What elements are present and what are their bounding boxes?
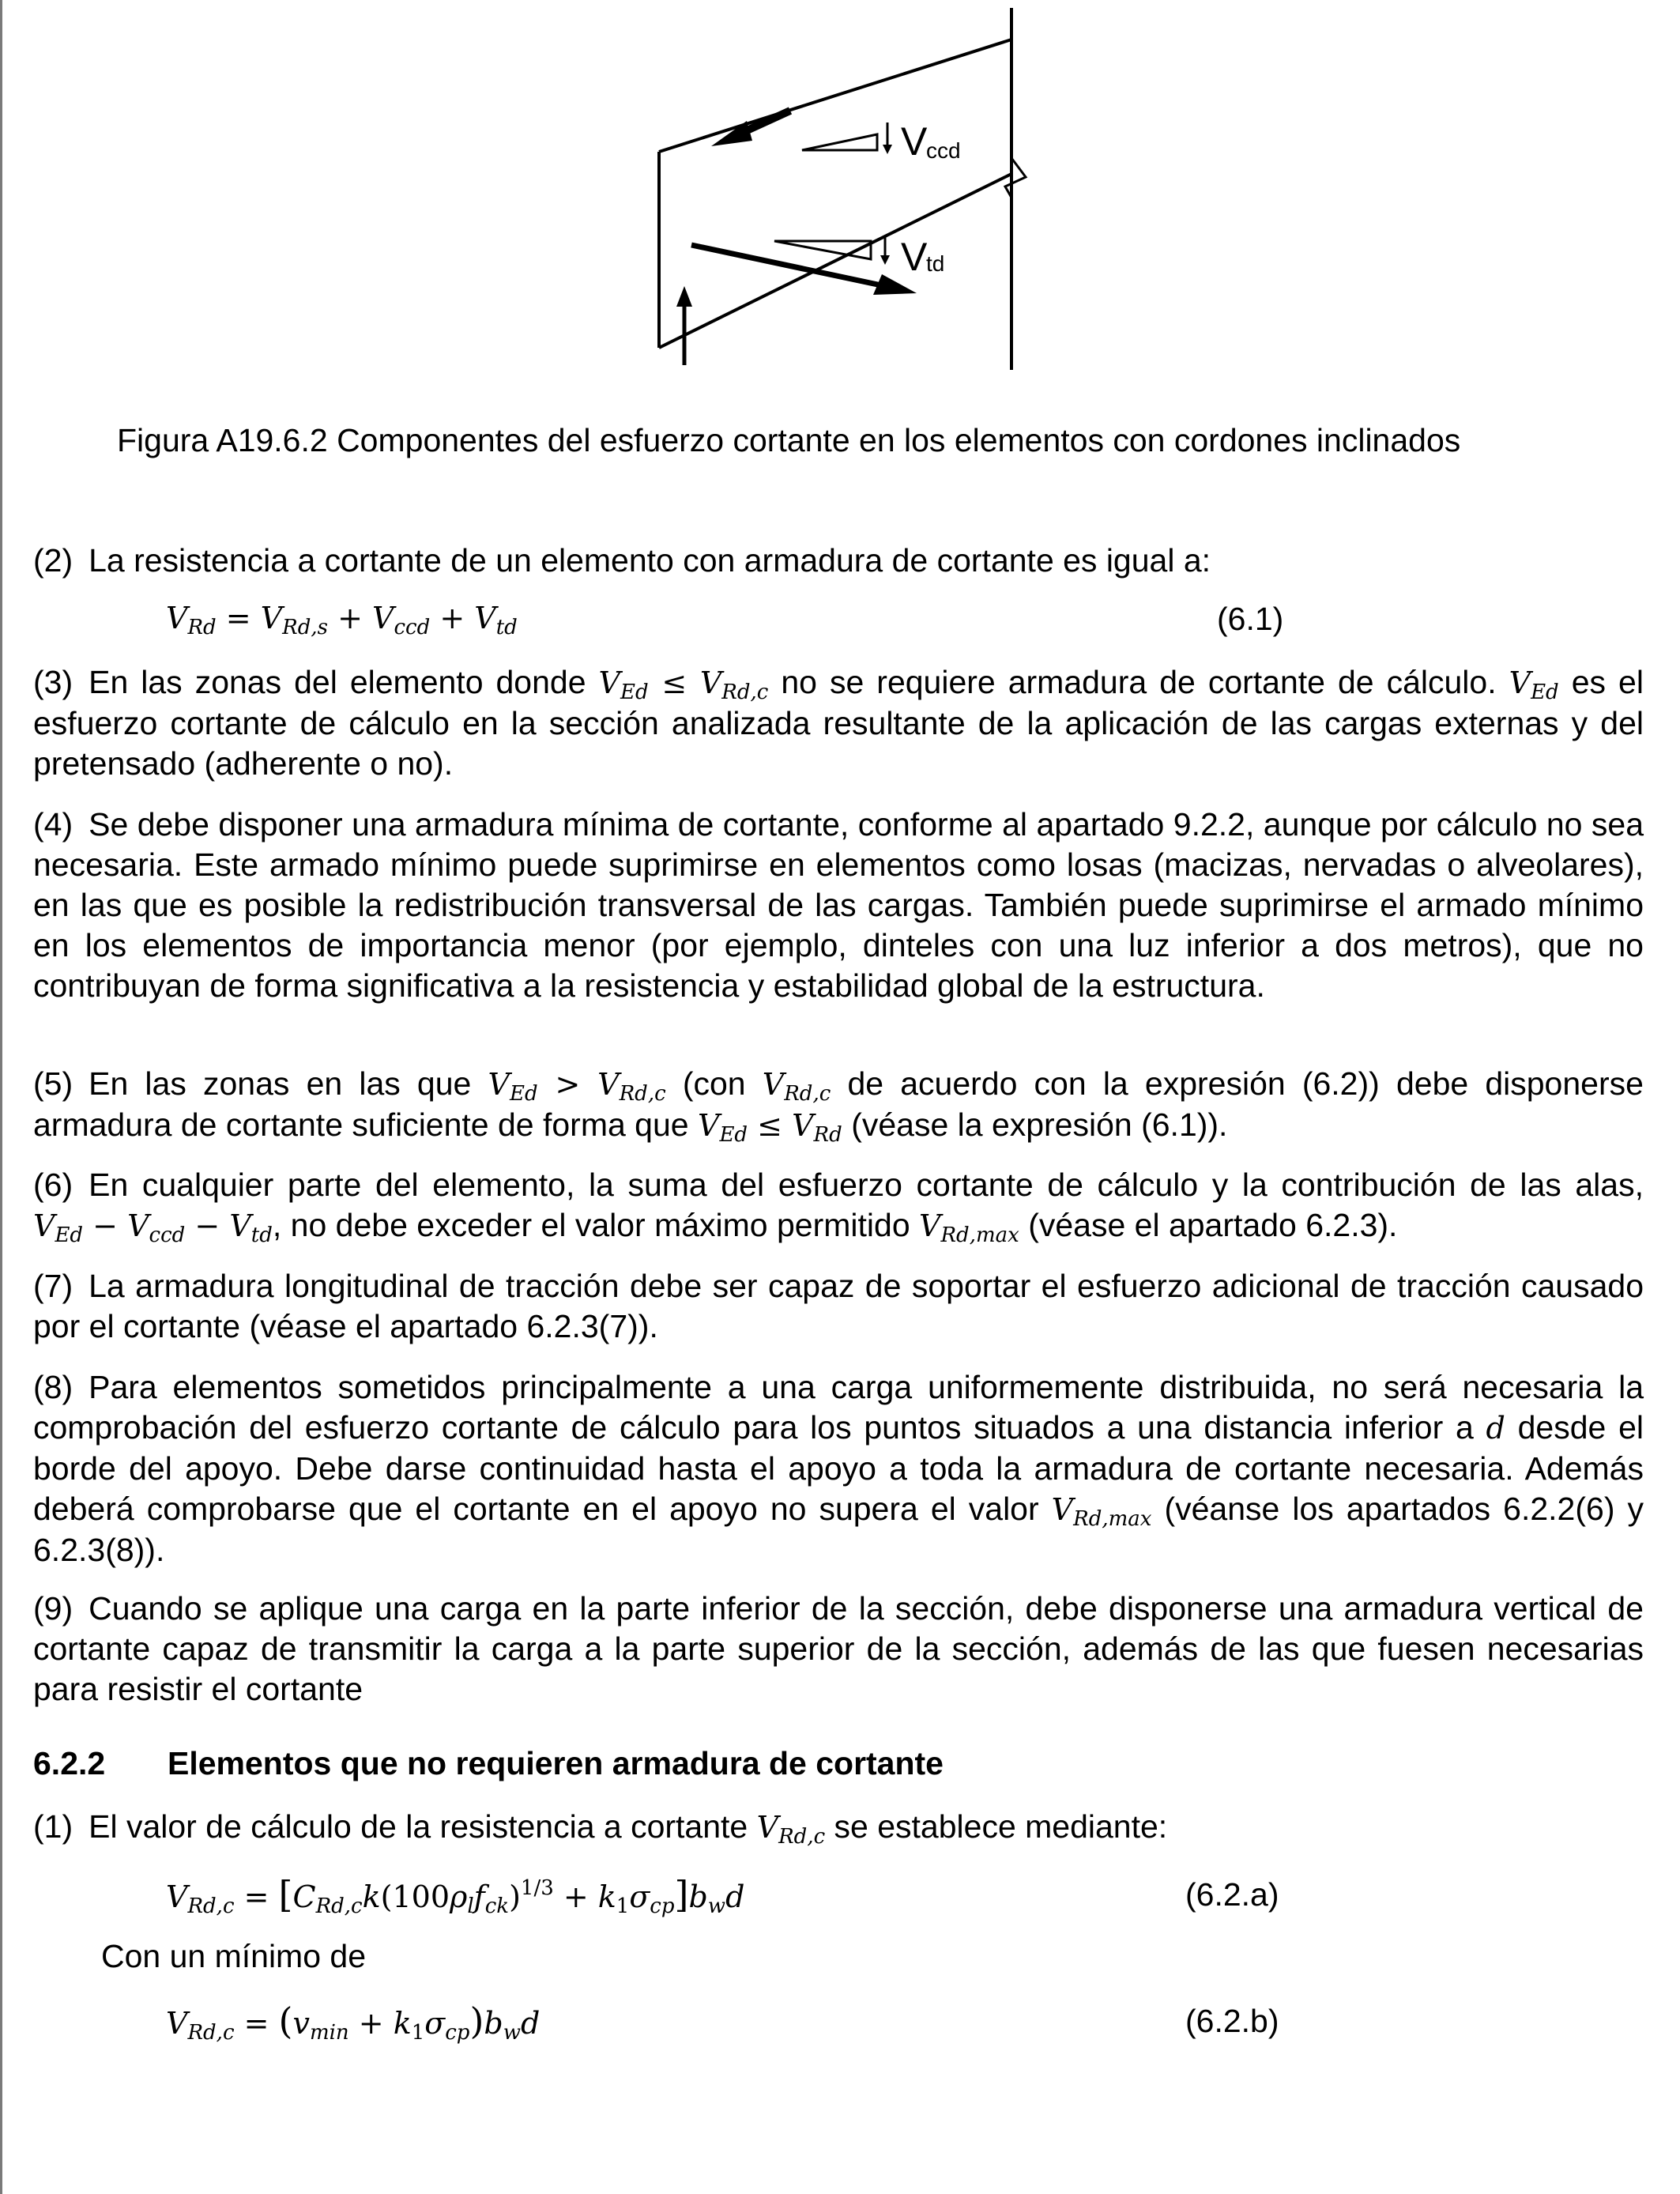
paragraph-number: (4) xyxy=(33,806,73,843)
paragraph-2 xyxy=(33,541,1644,581)
paragraph-5 xyxy=(33,1064,1644,1146)
paragraph-3 xyxy=(33,662,1644,784)
paragraph-text: , no debe exceder el valor máximo permitido xyxy=(272,1207,910,1243)
inline-math-vrdc: $V_{Rd,c}$ xyxy=(756,1810,826,1849)
figure-caption: Figura A19.6.2 Componentes del esfuerzo cortante en los elementos con cordones inclinados xyxy=(117,422,1461,458)
paragraph-4 xyxy=(33,805,1644,1006)
vccd-label: V xyxy=(901,119,928,164)
paragraph-text: La resistencia a cortante de un elemento con armadura de cortante es igual a: xyxy=(89,542,1211,579)
section-number: 6.2.2 xyxy=(33,1745,106,1781)
paragraph-text: En las zonas del elemento donde xyxy=(89,664,586,700)
paragraph-number: (3) xyxy=(33,664,73,700)
paragraph-7 xyxy=(33,1266,1644,1347)
equation-number-6-2-a: (6.2.a) xyxy=(1185,1876,1279,1913)
paragraph-text: de acuerdo con la expresión (6.2)) debe disponerse armadura de cortante suficiente de forma que xyxy=(33,1065,1644,1143)
shear-components-figure xyxy=(648,0,1059,379)
vtd-label: V xyxy=(901,235,928,279)
equation-6-2-b: $V_{Rd,c} = (v_{min} + k_1\sigma_{cp})b_wd$ xyxy=(166,2000,541,2045)
section-paragraph-1 xyxy=(33,1807,1644,1848)
inline-math-ved: $V_{Ed}$ xyxy=(1509,665,1559,704)
inline-math-ved-le-vrdc: $V_{Ed} \le V_{Rd,c}$ xyxy=(598,665,769,704)
inline-math-ved-minus-vccd-minus-vtd: $V_{Ed} - V_{ccd} - V_{td}$ xyxy=(33,1208,273,1247)
section-title: Elementos que no requieren armadura de cortante xyxy=(168,1745,944,1781)
paragraph-text: Se debe disponer una armadura mínima de cortante, conforme al apartado 9.2.2, aunque por cálculo no sea necesaria. Este armado mínimo puede suprimirse en elementos como losas (macizas, nervadas o alveolares), en las que es posible la redistribución transversal de las cargas. También puede suprimirse el armado mínimo en los elementos de importancia menor (por ejemplo, dinteles con una luz inferior a dos metros), que no contribuyan de forma significativa a la resistencia y estabilidad global de la estructura. xyxy=(33,806,1644,1004)
equation-number-6-2-b: (6.2.b) xyxy=(1185,2003,1279,2039)
paragraph-number: (7) xyxy=(33,1268,73,1304)
paragraph-text: (con xyxy=(682,1065,746,1102)
equation-6-2-a: $V_{Rd,c} = [C_{Rd,c}k(100\rho_lf_{ck})^{1/3} + k_1\sigma_{cp}]b_wd$ xyxy=(166,1873,745,1918)
vccd-label-sub: ccd xyxy=(926,138,961,163)
paragraph-text: En las zonas en las que xyxy=(89,1065,472,1102)
equation-number-6-1: (6.1) xyxy=(1217,601,1284,637)
paragraph-number: (8) xyxy=(33,1369,73,1405)
equation-6-1: $V_{Rd} = V_{Rd,s} + V_{ccd} + V_{td}$ xyxy=(166,601,518,639)
inline-math-ved-le-vrd: $V_{Ed} \le V_{Rd}$ xyxy=(698,1108,842,1147)
paragraph-9 xyxy=(33,1589,1644,1710)
bottom-edge-line xyxy=(659,174,1011,348)
paragraph-text: no se requiere armadura de cortante de cálculo. xyxy=(781,664,1497,700)
paragraph-text: El valor de cálculo de la resistencia a cortante xyxy=(89,1808,748,1845)
vtd-label-sub: td xyxy=(926,251,945,276)
paragraph-text: Cuando se aplique una carga en la parte inferior de la sección, debe disponerse una armadura vertical de cortante capaz de transmitir la carga a la parte superior de la sección, además de las que fuesen necesarias para resistir el cortante xyxy=(33,1590,1644,1707)
paragraph-8 xyxy=(33,1367,1644,1570)
break-symbol xyxy=(1005,158,1026,198)
paragraph-number: (5) xyxy=(33,1065,73,1102)
paragraph-text: La armadura longitudinal de tracción debe ser capaz de soportar el esfuerzo adicional de tracción causado por el cortante (véase el apartado 6.2.3(7)). xyxy=(33,1268,1644,1344)
reaction-arrowhead xyxy=(676,286,692,307)
paragraph-text: (véanse los apartados 6.2.2(6) y 6.2.3(8)). xyxy=(33,1491,1644,1568)
paragraph-text: Para elementos sometidos principalmente a una carga uniformemente distribuida, no será necesaria la comprobación del esfuerzo cortante de cálculo para los puntos situados a una distancia inferior a xyxy=(33,1369,1644,1446)
section-heading xyxy=(33,1745,944,1782)
paragraph-text: En cualquier parte del elemento, la suma del esfuerzo cortante de cálculo y la contribución de las alas, xyxy=(89,1167,1644,1203)
inline-math-vrdc: $V_{Rd,c}$ xyxy=(762,1067,831,1106)
paragraph-text: se establece mediante: xyxy=(834,1808,1168,1845)
inline-math-vrdmax: $V_{Rd,max}$ xyxy=(1051,1492,1152,1531)
inline-math-ved-gt-vrdc: $V_{Ed} > V_{Rd,c}$ xyxy=(488,1067,666,1106)
inline-math-vrdmax: $V_{Rd,max}$ xyxy=(919,1208,1019,1247)
inline-math-d: d xyxy=(1486,1411,1505,1446)
paragraph-number: (6) xyxy=(33,1167,73,1203)
paragraph-number: (2) xyxy=(33,542,73,579)
paragraph-number: (1) xyxy=(33,1808,73,1845)
inclined-chord-diagram xyxy=(648,0,1059,379)
paragraph-text: (véase el apartado 6.2.3). xyxy=(1028,1207,1398,1243)
paragraph-6 xyxy=(33,1165,1644,1246)
paragraph-text: (véase la expresión (6.1)). xyxy=(851,1106,1228,1143)
paragraph-text: es el esfuerzo cortante de cálculo en la sección analizada resultante de la aplicación de las cargas externas y del pretensado (adherente o no). xyxy=(33,664,1644,782)
vccd-force-triangle xyxy=(802,134,877,150)
page-left-border xyxy=(0,0,2,2194)
paragraph-number: (9) xyxy=(33,1590,73,1627)
minimum-text: Con un mínimo de xyxy=(101,1938,367,1974)
paragraph-text: desde el borde del apoyo. Debe darse continuidad hasta el apoyo a toda la armadura de cortante necesaria. Además deberá comprobarse que el cortante en el apoyo no supera el valor xyxy=(33,1409,1644,1527)
top-chord-line xyxy=(659,40,1011,152)
